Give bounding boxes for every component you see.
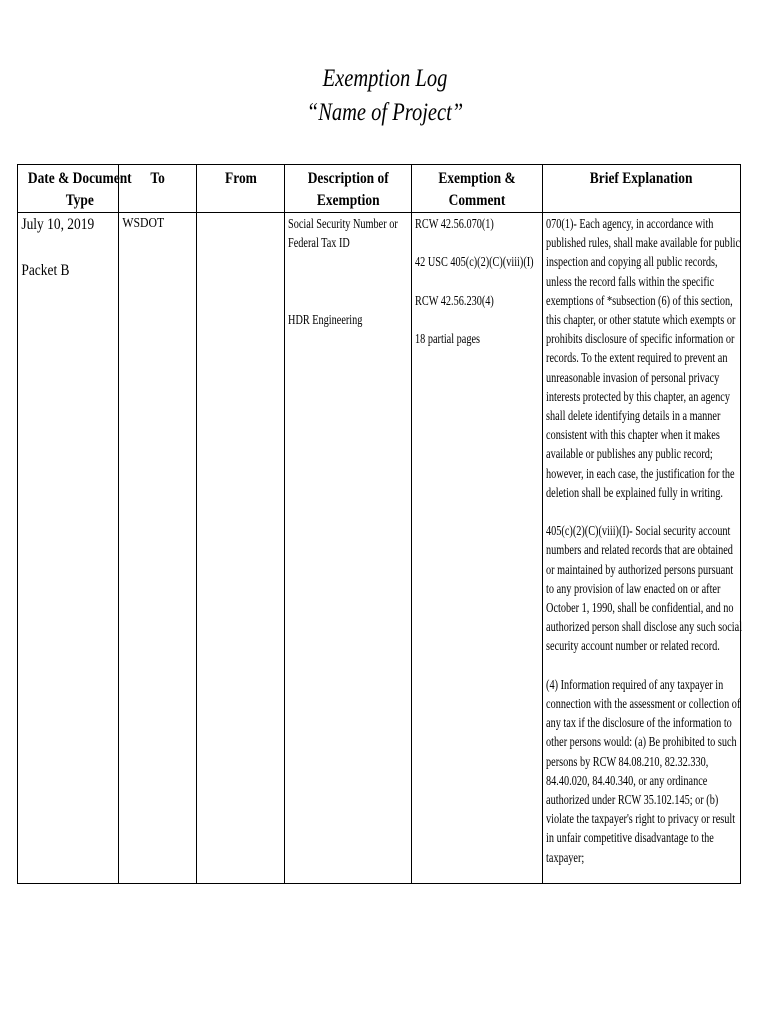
explanation-line: exemptions of *subsection (6) of this section, — [546, 292, 733, 308]
explanation-line: authorized person shall disclose any such social — [546, 619, 743, 635]
explanation-paragraph — [546, 521, 743, 655]
header-explanation-label: Brief Explanation — [590, 170, 693, 187]
row-exemption-line3: RCW 42.56.230(4) — [415, 292, 494, 308]
header-from — [197, 165, 285, 213]
explanation-line: to any provision of law enacted on or after — [546, 580, 721, 596]
explanation-line: this chapter, or other statute which exempts or — [546, 312, 736, 328]
header-description — [285, 165, 412, 213]
row-to: WSDOT — [122, 216, 165, 231]
explanation-line: other persons would: (a) Be prohibited to such — [546, 734, 737, 750]
row-exemption-line1: RCW 42.56.070(1) — [415, 216, 494, 231]
document-title-block — [69, 62, 700, 130]
explanation-line: consistent with this chapter when it makes — [546, 427, 720, 443]
exemption-log-table — [17, 164, 741, 884]
explanation-line: records. To the extent required to prevent an — [546, 350, 728, 366]
explanation-paragraph — [546, 214, 741, 502]
explanation-line: or maintained by authorized persons pursuant — [546, 561, 734, 577]
cell-to — [119, 213, 197, 884]
explanation-line: 84.40.020, 84.40.340, or any ordinance — [546, 772, 708, 788]
cell-brief-explanation — [543, 213, 741, 884]
explanation-text — [543, 213, 743, 867]
cell-description — [285, 213, 412, 884]
row-description-line2: Federal Tax ID — [288, 235, 350, 251]
explanation-line: persons by RCW 84.08.210, 82.32.330, — [546, 753, 709, 769]
table-header-row — [18, 165, 741, 213]
explanation-line: deletion shall be explained fully in writing. — [546, 484, 723, 500]
explanation-line: inspection and copying all public records, — [546, 254, 718, 270]
explanation-line: in unfair competitive disadvantage to the — [546, 830, 714, 846]
header-description-line2: Exemption — [316, 192, 380, 209]
header-description-line1: Description of — [307, 170, 389, 187]
explanation-line: (4) Information required of any taxpayer in — [546, 676, 724, 692]
row-exemption-line4: 18 partial pages — [415, 331, 481, 347]
explanation-line: violate the taxpayer's right to privacy or result — [546, 811, 736, 827]
row-description-line3: HDR Engineering — [288, 311, 363, 327]
explanation-line: connection with the assessment or collection of — [546, 696, 741, 712]
explanation-line: however, in each case, the justification for the — [546, 465, 735, 481]
header-brief-explanation — [543, 165, 741, 213]
document-title: Exemption Log — [322, 65, 448, 92]
explanation-line: security account number or related record. — [546, 638, 720, 654]
row-document-type: Packet B — [21, 262, 70, 279]
explanation-line: prohibits disclosure of specific information or — [546, 331, 735, 347]
explanation-paragraph — [546, 675, 741, 867]
explanation-line: 070(1)- Each agency, in accordance with — [546, 216, 714, 231]
row-description-line1: Social Security Number or — [288, 216, 398, 231]
row-exemption-line2: 42 USC 405(c)(2)(C)(viii)(I) — [415, 254, 534, 270]
header-from-label: From — [224, 170, 257, 187]
row-from — [197, 213, 263, 214]
cell-exemption-comment — [412, 213, 543, 884]
explanation-line: 405(c)(2)(C)(viii)(I)- Social security account — [546, 523, 731, 539]
explanation-line: taxpayer; — [546, 849, 585, 865]
explanation-line: interests protected by this chapter, an agency — [546, 388, 730, 404]
explanation-line: unreasonable invasion of personal privacy — [546, 369, 720, 385]
explanation-line: October 1, 1990, shall be confidential, and no — [546, 600, 734, 616]
explanation-line: available or publishes any public record; — [546, 446, 713, 462]
header-exemption-line2: Comment — [448, 192, 506, 209]
header-exemption-comment — [412, 165, 543, 213]
header-date-line2: Type — [65, 192, 94, 209]
cell-date-document-type — [18, 213, 119, 884]
header-date-document-type — [18, 165, 132, 213]
explanation-line: any tax if the disclosure of the information to — [546, 715, 732, 731]
explanation-line: numbers and related records that are obtained — [546, 542, 733, 558]
row-date: July 10, 2019 — [21, 216, 95, 233]
explanation-line: unless the record falls within the specific — [546, 273, 715, 289]
header-to-label: To — [150, 170, 165, 187]
explanation-line: shall delete identifying details in a manner — [546, 408, 721, 424]
table-row — [18, 213, 741, 884]
header-date-line1: Date & Document — [27, 170, 132, 187]
document-subtitle: “Name of Project” — [306, 99, 464, 126]
header-exemption-line1: Exemption & — [438, 170, 516, 187]
explanation-line: authorized under RCW 35.102.145; or (b) — [546, 792, 719, 808]
cell-from — [197, 213, 285, 884]
explanation-line: published rules, shall make available for public — [546, 235, 741, 251]
